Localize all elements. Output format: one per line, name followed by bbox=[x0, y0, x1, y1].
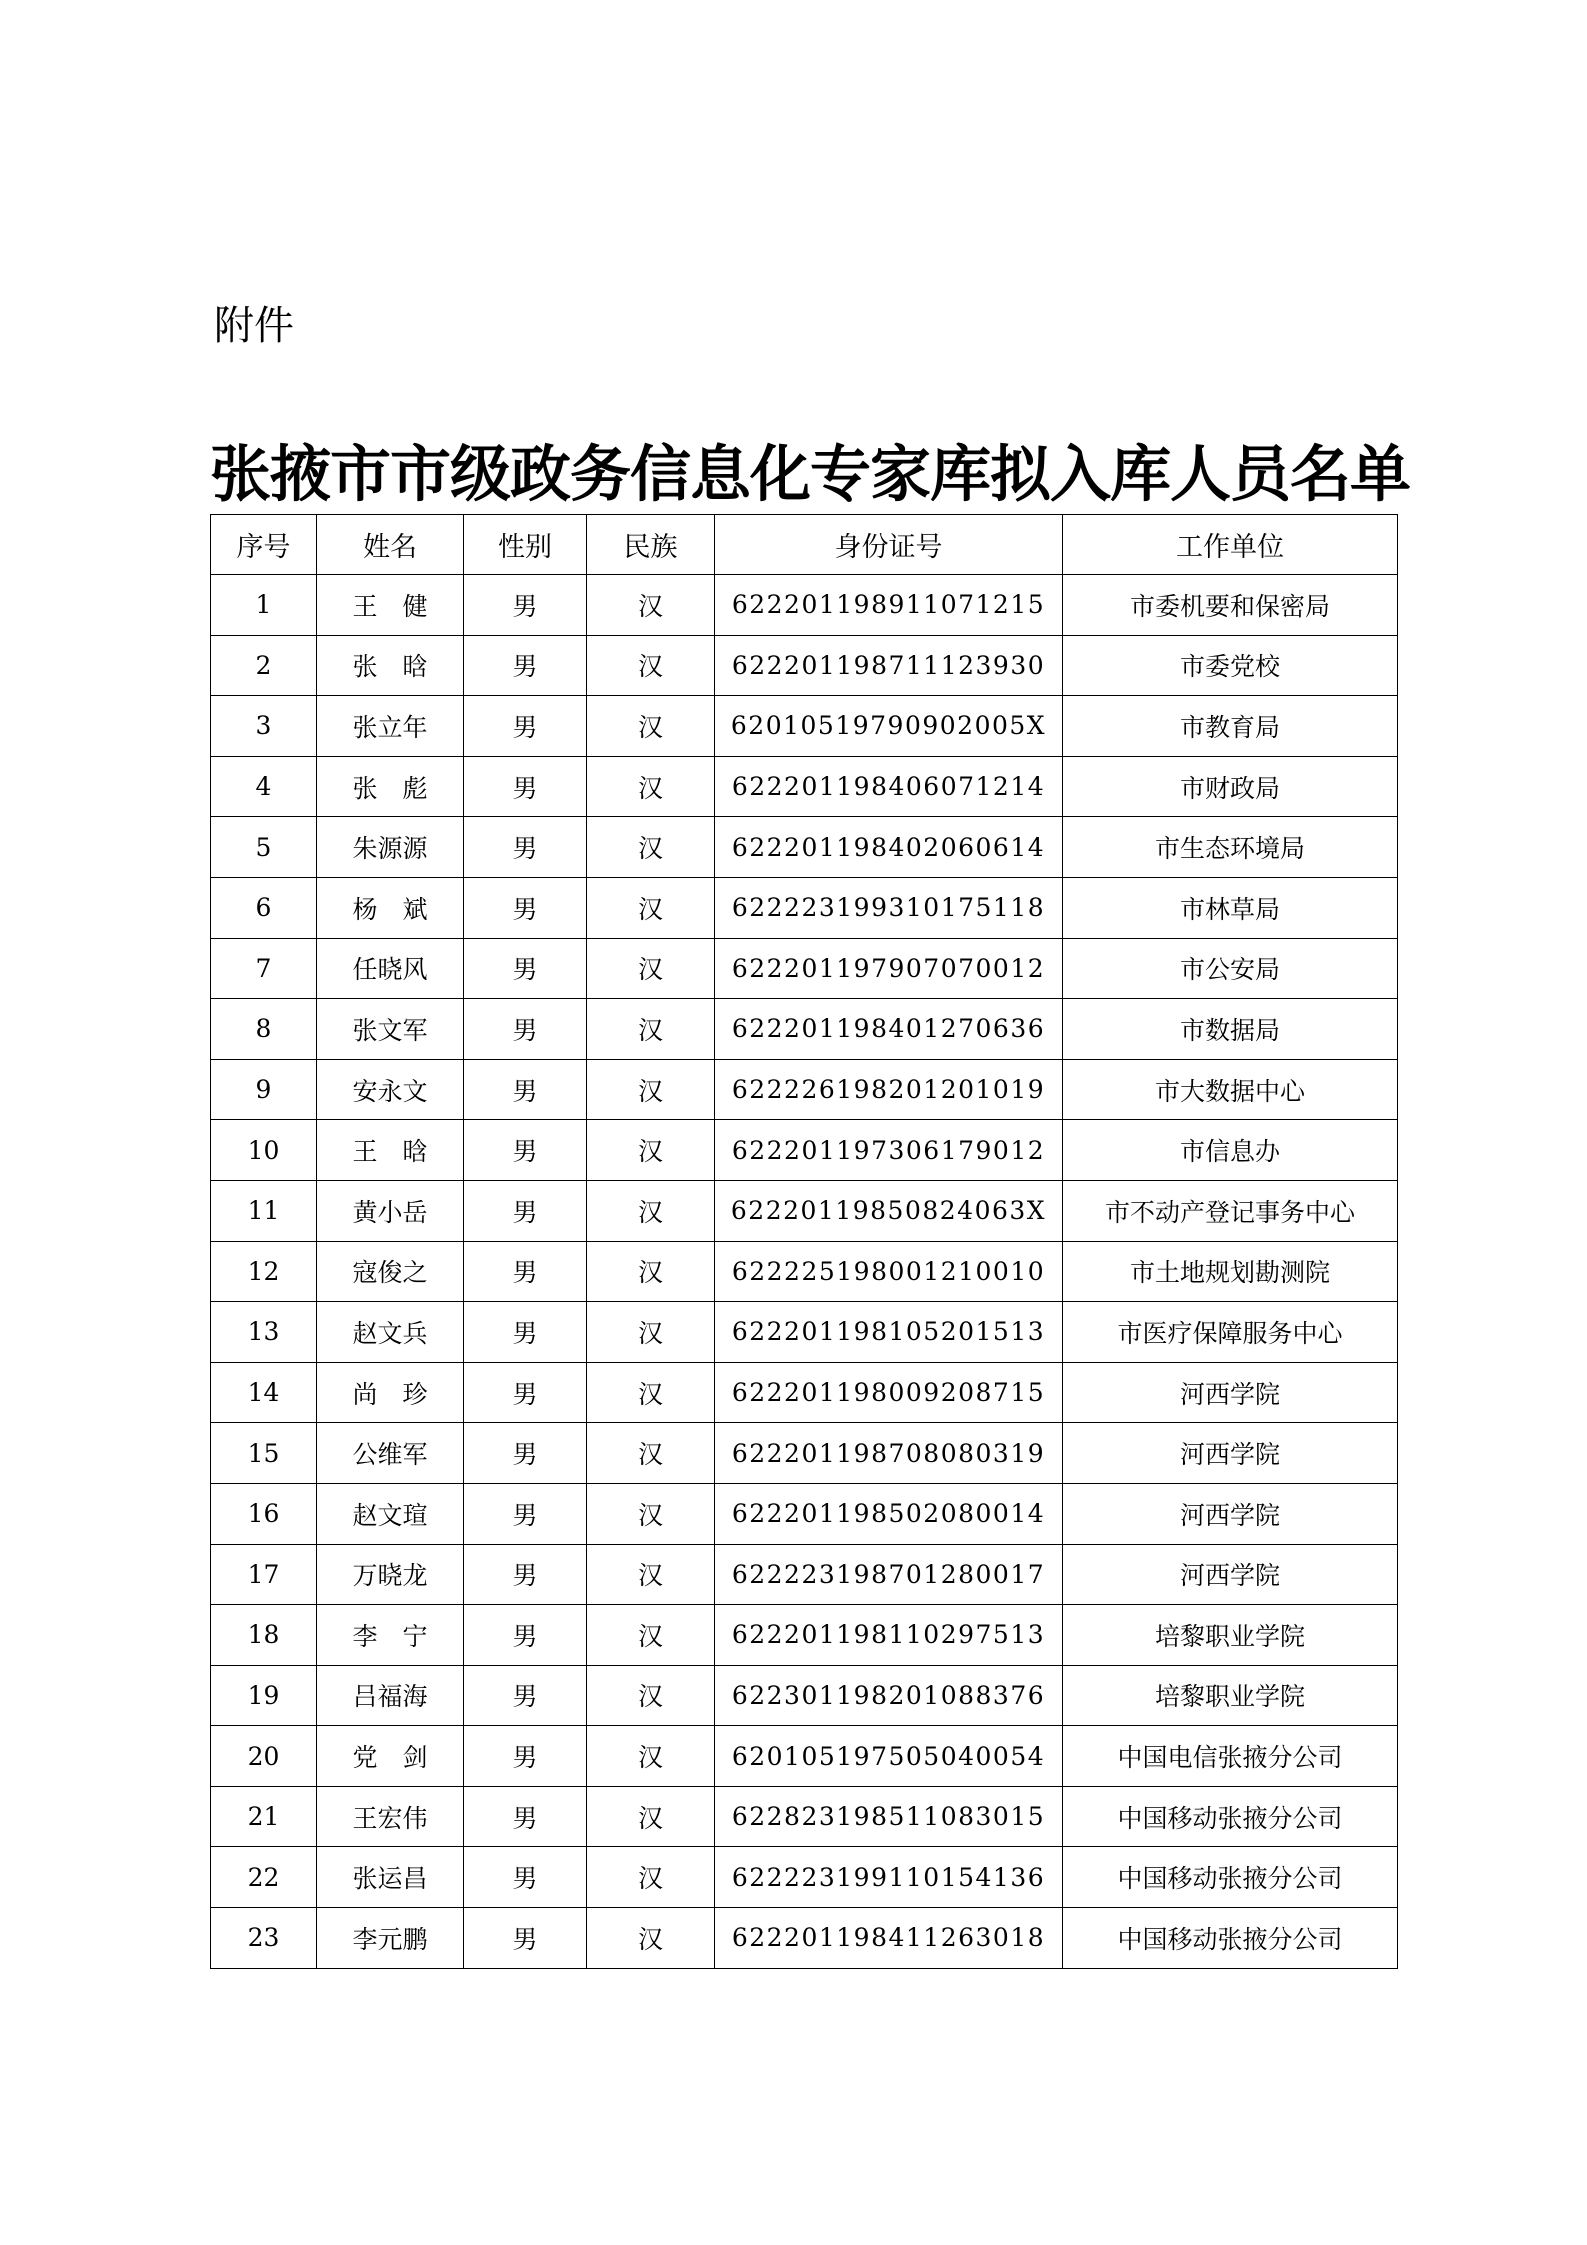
ethnicity-cell: 汉 bbox=[587, 1544, 715, 1605]
work-unit-cell: 市教育局 bbox=[1063, 696, 1398, 757]
table-row bbox=[211, 1544, 1398, 1605]
header-gender: 性别 bbox=[464, 515, 587, 575]
table-row bbox=[211, 1483, 1398, 1544]
serial-number-cell: 8 bbox=[211, 999, 317, 1060]
gender-cell: 男 bbox=[464, 575, 587, 636]
ethnicity-cell: 汉 bbox=[587, 999, 715, 1060]
gender-cell: 男 bbox=[464, 1423, 587, 1484]
serial-number-cell: 6 bbox=[211, 877, 317, 938]
ethnicity-cell: 汉 bbox=[587, 1423, 715, 1484]
serial-number-cell: 3 bbox=[211, 696, 317, 757]
ethnicity-cell: 汉 bbox=[587, 938, 715, 999]
table-row bbox=[211, 817, 1398, 878]
name-cell: 寇俊之 bbox=[317, 1241, 464, 1302]
work-unit-cell: 培黎职业学院 bbox=[1063, 1665, 1398, 1726]
id-number-cell: 622223199110154136 bbox=[715, 1847, 1063, 1908]
name-cell: 张运昌 bbox=[317, 1847, 464, 1908]
gender-cell: 男 bbox=[464, 1241, 587, 1302]
serial-number-cell: 1 bbox=[211, 575, 317, 636]
name-cell: 朱源源 bbox=[317, 817, 464, 878]
work-unit-cell: 河西学院 bbox=[1063, 1423, 1398, 1484]
gender-cell: 男 bbox=[464, 1786, 587, 1847]
id-number-cell: 622201198105201513 bbox=[715, 1302, 1063, 1363]
table-row bbox=[211, 999, 1398, 1060]
gender-cell: 男 bbox=[464, 696, 587, 757]
ethnicity-cell: 汉 bbox=[587, 575, 715, 636]
table-row bbox=[211, 635, 1398, 696]
name-cell: 黄小岳 bbox=[317, 1180, 464, 1241]
ethnicity-cell: 汉 bbox=[587, 1059, 715, 1120]
header-ethnicity: 民族 bbox=[587, 515, 715, 575]
table-row bbox=[211, 1786, 1398, 1847]
serial-number-cell: 12 bbox=[211, 1241, 317, 1302]
serial-number-cell: 21 bbox=[211, 1786, 317, 1847]
id-number-cell: 622201198411263018 bbox=[715, 1908, 1063, 1969]
serial-number-cell: 9 bbox=[211, 1059, 317, 1120]
work-unit-cell: 市生态环境局 bbox=[1063, 817, 1398, 878]
id-number-cell: 622201198402060614 bbox=[715, 817, 1063, 878]
table-row bbox=[211, 1908, 1398, 1969]
serial-number-cell: 4 bbox=[211, 756, 317, 817]
id-number-cell: 622301198201088376 bbox=[715, 1665, 1063, 1726]
table-row bbox=[211, 938, 1398, 999]
work-unit-cell: 市公安局 bbox=[1063, 938, 1398, 999]
id-number-cell: 622823198511083015 bbox=[715, 1786, 1063, 1847]
gender-cell: 男 bbox=[464, 999, 587, 1060]
name-cell: 李元鹏 bbox=[317, 1908, 464, 1969]
ethnicity-cell: 汉 bbox=[587, 1120, 715, 1181]
gender-cell: 男 bbox=[464, 938, 587, 999]
serial-number-cell: 19 bbox=[211, 1665, 317, 1726]
serial-number-cell: 11 bbox=[211, 1180, 317, 1241]
gender-cell: 男 bbox=[464, 1544, 587, 1605]
work-unit-cell: 河西学院 bbox=[1063, 1362, 1398, 1423]
gender-cell: 男 bbox=[464, 1059, 587, 1120]
attachment-label: 附件 bbox=[214, 303, 294, 349]
serial-number-cell: 16 bbox=[211, 1483, 317, 1544]
name-cell: 党 剑 bbox=[317, 1726, 464, 1787]
table-row bbox=[211, 1180, 1398, 1241]
header-work-unit: 工作单位 bbox=[1063, 515, 1398, 575]
work-unit-cell: 市大数据中心 bbox=[1063, 1059, 1398, 1120]
header-name: 姓名 bbox=[317, 515, 464, 575]
table-row bbox=[211, 575, 1398, 636]
table-row bbox=[211, 1726, 1398, 1787]
ethnicity-cell: 汉 bbox=[587, 1180, 715, 1241]
name-cell: 吕福海 bbox=[317, 1665, 464, 1726]
id-number-cell: 622225198001210010 bbox=[715, 1241, 1063, 1302]
gender-cell: 男 bbox=[464, 1180, 587, 1241]
work-unit-cell: 中国移动张掖分公司 bbox=[1063, 1847, 1398, 1908]
serial-number-cell: 22 bbox=[211, 1847, 317, 1908]
ethnicity-cell: 汉 bbox=[587, 1665, 715, 1726]
gender-cell: 男 bbox=[464, 1726, 587, 1787]
serial-number-cell: 15 bbox=[211, 1423, 317, 1484]
id-number-cell: 622201198502080014 bbox=[715, 1483, 1063, 1544]
name-cell: 尚 珍 bbox=[317, 1362, 464, 1423]
serial-number-cell: 18 bbox=[211, 1605, 317, 1666]
table-row bbox=[211, 1847, 1398, 1908]
id-number-cell: 62010519790902005X bbox=[715, 696, 1063, 757]
id-number-cell: 622201198708080319 bbox=[715, 1423, 1063, 1484]
name-cell: 万晓龙 bbox=[317, 1544, 464, 1605]
name-cell: 王 晗 bbox=[317, 1120, 464, 1181]
name-cell: 李 宁 bbox=[317, 1605, 464, 1666]
id-number-cell: 622226198201201019 bbox=[715, 1059, 1063, 1120]
table-header-row bbox=[211, 515, 1398, 575]
ethnicity-cell: 汉 bbox=[587, 1908, 715, 1969]
work-unit-cell: 培黎职业学院 bbox=[1063, 1605, 1398, 1666]
serial-number-cell: 10 bbox=[211, 1120, 317, 1181]
gender-cell: 男 bbox=[464, 1605, 587, 1666]
name-cell: 赵文兵 bbox=[317, 1302, 464, 1363]
table-row bbox=[211, 1241, 1398, 1302]
ethnicity-cell: 汉 bbox=[587, 1362, 715, 1423]
page-title: 张掖市市级政务信息化专家库拟入库人员名单 bbox=[210, 439, 1411, 510]
id-number-cell: 620105197505040054 bbox=[715, 1726, 1063, 1787]
work-unit-cell: 市医疗保障服务中心 bbox=[1063, 1302, 1398, 1363]
id-number-cell: 62220119850824063X bbox=[715, 1180, 1063, 1241]
serial-number-cell: 7 bbox=[211, 938, 317, 999]
table-row bbox=[211, 696, 1398, 757]
name-cell: 杨 斌 bbox=[317, 877, 464, 938]
ethnicity-cell: 汉 bbox=[587, 1302, 715, 1363]
name-cell: 赵文瑄 bbox=[317, 1483, 464, 1544]
header-id-number: 身份证号 bbox=[715, 515, 1063, 575]
work-unit-cell: 河西学院 bbox=[1063, 1544, 1398, 1605]
name-cell: 任晓风 bbox=[317, 938, 464, 999]
table-row bbox=[211, 1362, 1398, 1423]
table-row bbox=[211, 1605, 1398, 1666]
ethnicity-cell: 汉 bbox=[587, 877, 715, 938]
table-row bbox=[211, 1665, 1398, 1726]
serial-number-cell: 13 bbox=[211, 1302, 317, 1363]
id-number-cell: 622201198110297513 bbox=[715, 1605, 1063, 1666]
ethnicity-cell: 汉 bbox=[587, 1605, 715, 1666]
id-number-cell: 622201198711123930 bbox=[715, 635, 1063, 696]
id-number-cell: 622201198009208715 bbox=[715, 1362, 1063, 1423]
ethnicity-cell: 汉 bbox=[587, 817, 715, 878]
serial-number-cell: 2 bbox=[211, 635, 317, 696]
serial-number-cell: 5 bbox=[211, 817, 317, 878]
work-unit-cell: 市财政局 bbox=[1063, 756, 1398, 817]
id-number-cell: 622223199310175118 bbox=[715, 877, 1063, 938]
work-unit-cell: 市林草局 bbox=[1063, 877, 1398, 938]
serial-number-cell: 20 bbox=[211, 1726, 317, 1787]
ethnicity-cell: 汉 bbox=[587, 1483, 715, 1544]
work-unit-cell: 市委机要和保密局 bbox=[1063, 575, 1398, 636]
work-unit-cell: 中国电信张掖分公司 bbox=[1063, 1726, 1398, 1787]
ethnicity-cell: 汉 bbox=[587, 1786, 715, 1847]
table-row bbox=[211, 1423, 1398, 1484]
ethnicity-cell: 汉 bbox=[587, 696, 715, 757]
name-cell: 张 晗 bbox=[317, 635, 464, 696]
table-row bbox=[211, 1059, 1398, 1120]
serial-number-cell: 17 bbox=[211, 1544, 317, 1605]
name-cell: 公维军 bbox=[317, 1423, 464, 1484]
ethnicity-cell: 汉 bbox=[587, 1241, 715, 1302]
name-cell: 王宏伟 bbox=[317, 1786, 464, 1847]
name-cell: 张 彪 bbox=[317, 756, 464, 817]
gender-cell: 男 bbox=[464, 635, 587, 696]
gender-cell: 男 bbox=[464, 1362, 587, 1423]
serial-number-cell: 14 bbox=[211, 1362, 317, 1423]
work-unit-cell: 市委党校 bbox=[1063, 635, 1398, 696]
serial-number-cell: 23 bbox=[211, 1908, 317, 1969]
gender-cell: 男 bbox=[464, 1665, 587, 1726]
id-number-cell: 622201197306179012 bbox=[715, 1120, 1063, 1181]
id-number-cell: 622201198401270636 bbox=[715, 999, 1063, 1060]
gender-cell: 男 bbox=[464, 817, 587, 878]
ethnicity-cell: 汉 bbox=[587, 635, 715, 696]
name-cell: 张文军 bbox=[317, 999, 464, 1060]
work-unit-cell: 市不动产登记事务中心 bbox=[1063, 1180, 1398, 1241]
gender-cell: 男 bbox=[464, 1908, 587, 1969]
header-serial-number: 序号 bbox=[211, 515, 317, 575]
table-row bbox=[211, 1120, 1398, 1181]
ethnicity-cell: 汉 bbox=[587, 1726, 715, 1787]
work-unit-cell: 市土地规划勘测院 bbox=[1063, 1241, 1398, 1302]
name-cell: 张立年 bbox=[317, 696, 464, 757]
name-cell: 王 健 bbox=[317, 575, 464, 636]
id-number-cell: 622223198701280017 bbox=[715, 1544, 1063, 1605]
gender-cell: 男 bbox=[464, 1120, 587, 1181]
ethnicity-cell: 汉 bbox=[587, 1847, 715, 1908]
work-unit-cell: 中国移动张掖分公司 bbox=[1063, 1786, 1398, 1847]
table-row bbox=[211, 877, 1398, 938]
table-body bbox=[211, 575, 1398, 1969]
table-row bbox=[211, 1302, 1398, 1363]
ethnicity-cell: 汉 bbox=[587, 756, 715, 817]
gender-cell: 男 bbox=[464, 877, 587, 938]
id-number-cell: 622201198911071215 bbox=[715, 575, 1063, 636]
gender-cell: 男 bbox=[464, 1483, 587, 1544]
id-number-cell: 622201197907070012 bbox=[715, 938, 1063, 999]
table-row bbox=[211, 756, 1398, 817]
expert-roster-table bbox=[210, 514, 1398, 1969]
name-cell: 安永文 bbox=[317, 1059, 464, 1120]
work-unit-cell: 河西学院 bbox=[1063, 1483, 1398, 1544]
gender-cell: 男 bbox=[464, 756, 587, 817]
gender-cell: 男 bbox=[464, 1302, 587, 1363]
work-unit-cell: 市数据局 bbox=[1063, 999, 1398, 1060]
gender-cell: 男 bbox=[464, 1847, 587, 1908]
work-unit-cell: 中国移动张掖分公司 bbox=[1063, 1908, 1398, 1969]
id-number-cell: 622201198406071214 bbox=[715, 756, 1063, 817]
work-unit-cell: 市信息办 bbox=[1063, 1120, 1398, 1181]
